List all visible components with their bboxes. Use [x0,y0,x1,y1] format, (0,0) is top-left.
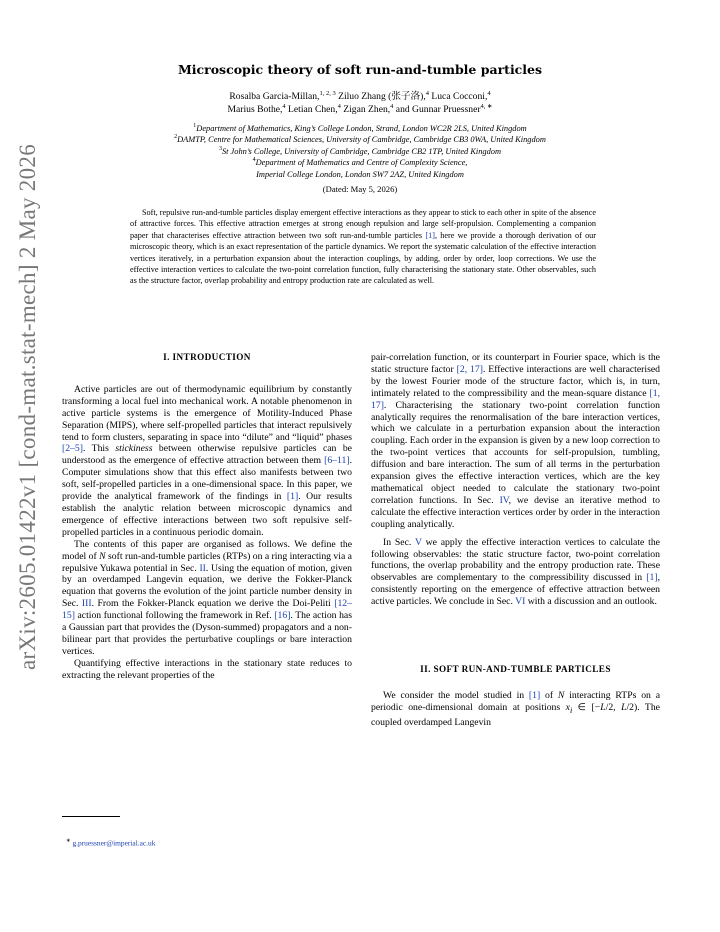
abstract: Soft, repulsive run-and-tumble particles display emergent effective interactions as they appear to stick to each other in spite of the absence of attractive forces. This effective attraction emerges at strong enough repulsion and large self-propulsion. Complementing a companion paper that characterises effective attraction between two soft run-and-tumble particles [1], here we provide a thorough derivation of our microscopic theory, which is an exact representation of the particle dynamics. We report the systematic calculation of the effective interaction vertices iteratively, in a perturbation expansion about the interaction couplings, by adding, order by order, loop corrections. We use the effective interaction vertices to calculate the two-point correlation function, fully characterising the stationary state. Other observables, such as the structure factor, overlap probability and entropy production rate are calculated as well. [130,208,596,286]
section-heading-soft-rtp: II. SOFT RUN-AND-TUMBLE PARTICLES [420,664,611,675]
affiliation-3: $^3$St John’s College, University of Cambridge, Cambridge CB2 1TP, United Kingdom [218,146,502,156]
affiliation-2: $^2$DAMTP, Centre for Mathematical Sciences, University of Cambridge, Cambridge CB3 0WA, United Kingdom [174,134,546,145]
affiliation-4: $^4$Department of Mathematics and Centre of Complexity Science, [252,157,468,168]
section-heading-introduction: I. INTRODUCTION [163,352,251,362]
affiliation-4-cont: Imperial College London, London SW7 2AZ, United Kingdom [256,169,464,179]
intro-paragraph-3: Quantifying effective interactions in the stationary state reduces to extracting the relevant properties of the [62,657,352,681]
footnote-divider [62,816,120,817]
affiliation-1: $^1$Department of Mathematics, King’s College London, Strand, London WC2R 2LS, United Kingdom [193,123,527,133]
right-column [371,352,660,729]
intro-paragraph-4: In Sec. V we apply the effective interaction vertices to calculate the following observables: the static structure factor, two-point correlation functions, the overlap probability and the entropy production rate. These observables are complementary to the compressibility discussed in [1], consistently reporting on the emergence of effective attraction between active particles. We conclude in Sec. VI with a discussion and an outlook. [371,536,660,608]
affiliation-list [70,123,650,180]
intro-paragraph-2: The contents of this paper are organised as follows. We define the model of N soft run-and-tumble particles (RTPs) on a ring interacting via a repulsive Yukawa potential in Sec. II. Using the equation of motion, given by an overdamped Langevin equation, we derive the Fokker-Planck equation that governs the evolution of the joint particle number density in Sec. III. From the Fokker-Planck equation we derive the Doi-Peliti [12–15] action functional following the framework in Ref. [16]. The action has a Gaussian part that provides the (Dyson-summed) propagators and a non-bilinear part that provides the perturbative couplings or bare interaction vertices. [62,538,352,657]
arxiv-identifier-stamp: arXiv:2605.01422v1 [cond-mat.stat-mech] 2 May 2026 [15,144,40,670]
author-line-1: Rosalba Garcia-Millan,$^{1, 2, 3}$ Ziluo Zhang (张子洛),$^4$ Luca Cocconi,$^4$ [229,89,491,102]
left-column [62,352,352,682]
intro-paragraph-3-cont: pair-correlation function, or its counterpart in Fourier space, which is the static structure factor [2, 17]. Effective interactions are well characterised by the lowest Fourier mode of the structure factor, which is, in turn, intimately related to the compressibility and the mean-square distance [1, 17]. Characterising the stationary two-point correlation function analytically requires the renormalisation of the bare interaction vertices, which we calculate in a perturbation expansion about the interaction coupling. Each order in the expansion is given by a new loop correction to the two-point vertices that accounts for self-propulsion, tumbling, diffusion and bare interaction. The sum of all terms in the perturbation expansion gives the effective interaction vertices, which are the key mathematical object needed to calculate the stationary two-point correlation functions. In Sec. IV, we devise an iterative method to calculate the effective interaction vertices order by order in the interaction coupling analytically. [371,352,660,530]
paper-title: Microscopic theory of soft run-and-tumble particles [177,62,543,77]
intro-paragraph-1: Active particles are out of thermodynamic equilibrium by constantly transforming a local fuel into mechanical work. A notable phenomenon in active particle systems is the emergence of Motility-Induced Phase Separation (MIPS), where self-propelled particles that interact repulsively tend to form clusters, separating in space into “dilute” and “liquid” phases [2–5]. This stickiness between otherwise repulsive particles can be understood as the emergence of effective attraction between them [6–11]. Computer simulations show that this effect also manifests between two soft, self-propelled particles in a one-dimensional space. In this paper, we provide the analytical framework of the findings in [1]. Our results establish the analytic relation between microscopic dynamics and emergence of effective interactions between two soft repulsive self-propelled particles in a continuous periodic domain. [62,383,352,538]
author-list [90,90,630,116]
dated-line: (Dated: May 5, 2026) [322,184,398,194]
author-line-2: Marius Bothe,$^4$ Letian Chen,$^4$ Zigan Zhen,$^4$ and Gunnar Pruessner$^{4, ∗}$ [227,102,493,115]
section2-paragraph-1: We consider the model studied in [1] of N interacting RTPs on a periodic one-dimensional domain at positions $x_i$ ∈ [−L/2, L/2). The coupled overdamped Langevin [371,689,660,728]
footnote-email: ∗ g.pruessner@imperial.ac.uk [66,838,156,848]
